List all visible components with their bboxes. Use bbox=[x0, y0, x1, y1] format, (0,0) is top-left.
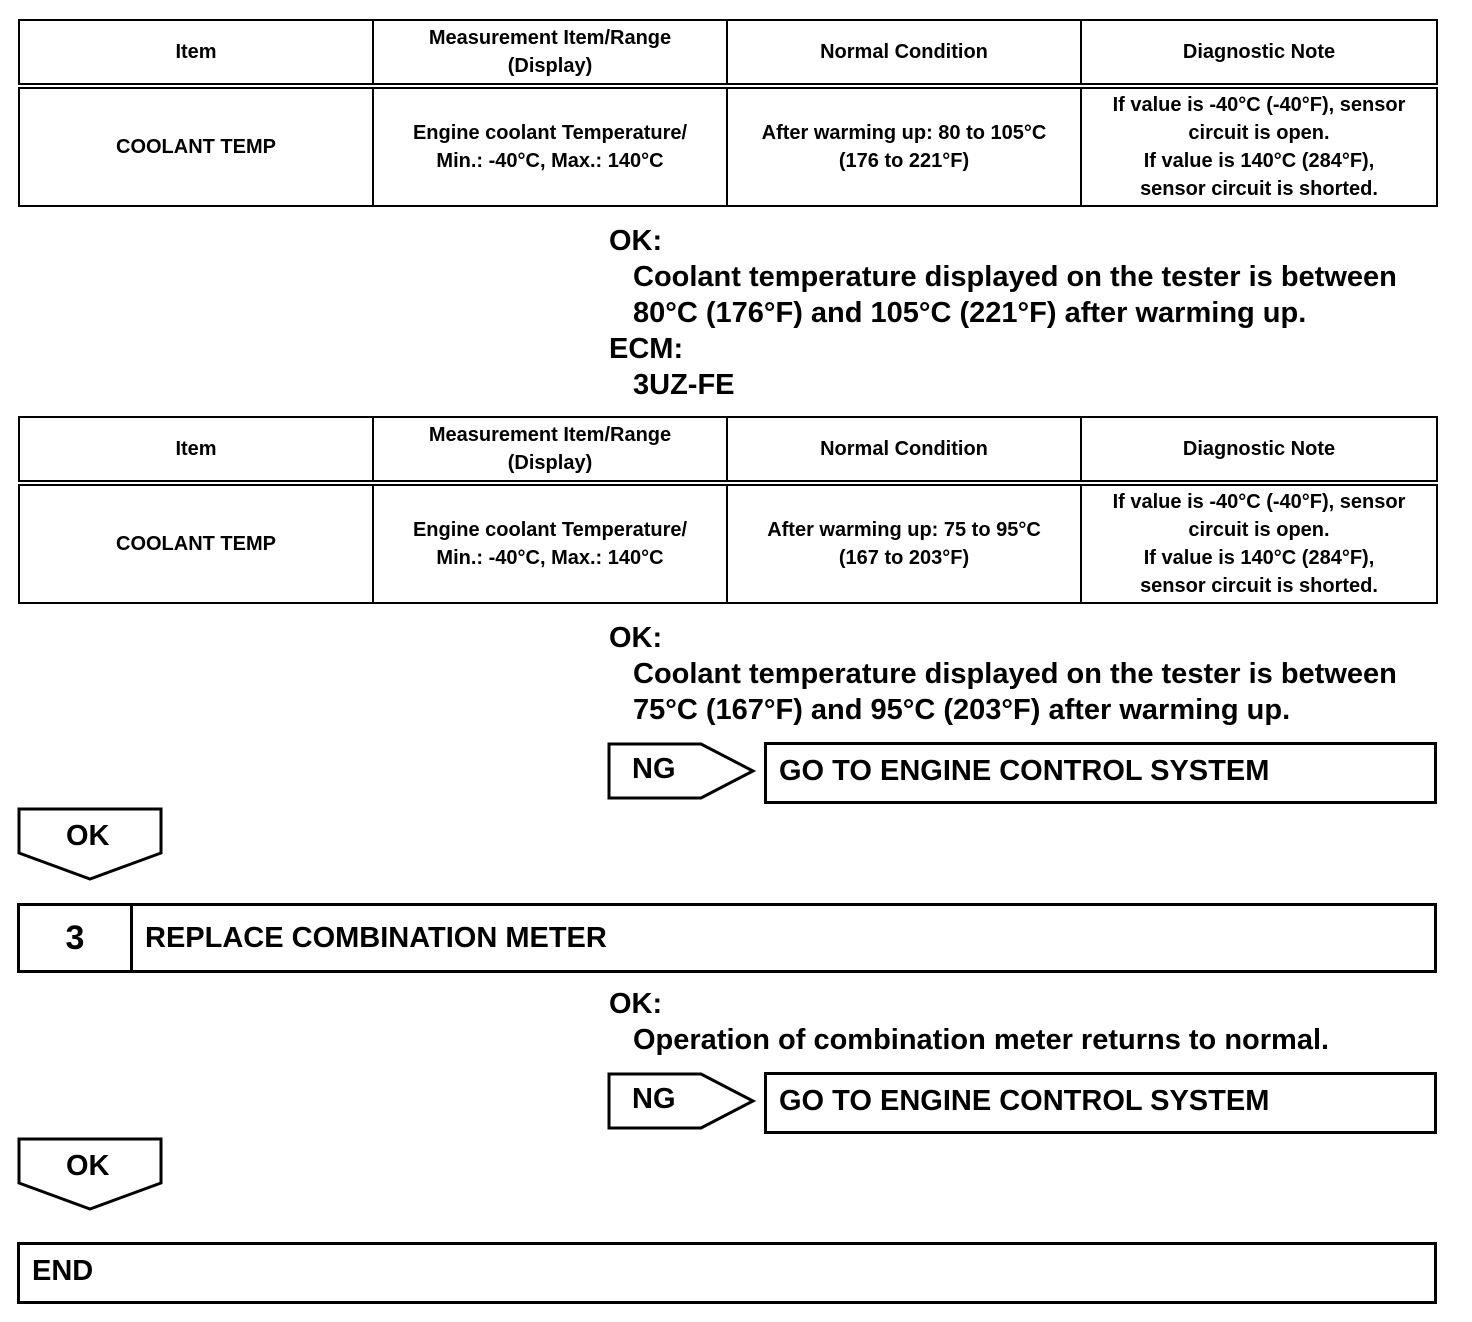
header-cell bbox=[1081, 20, 1437, 86]
ng-target-label-1: GO TO ENGINE CONTROL SYSTEM bbox=[779, 755, 1270, 787]
table-row bbox=[19, 483, 1437, 603]
cell-line: Min.: -40°C, Max.: 140°C bbox=[436, 547, 664, 569]
header-cell bbox=[373, 20, 727, 86]
spec-table-2 bbox=[18, 416, 1438, 604]
ng-label-1: NG bbox=[632, 753, 676, 785]
step-title: REPLACE COMBINATION METER bbox=[145, 921, 607, 954]
table-cell bbox=[19, 86, 373, 206]
end-label: END bbox=[32, 1255, 94, 1287]
ok-label-2: OK bbox=[66, 1150, 110, 1182]
table-cell bbox=[1081, 483, 1437, 603]
cell-line: If value is 140°C (284°F), bbox=[1143, 150, 1375, 172]
cell-line: circuit is open. bbox=[1188, 519, 1330, 541]
table-cell bbox=[373, 483, 727, 603]
table-cell bbox=[373, 86, 727, 206]
step-number: 3 bbox=[20, 906, 133, 970]
header-cell bbox=[1081, 417, 1437, 483]
cell-line: Diagnostic Note bbox=[1182, 41, 1336, 63]
spec1-ecm-value: 3UZ-FE bbox=[633, 369, 735, 401]
end-box bbox=[17, 1242, 1437, 1304]
ng-target-box-2[interactable] bbox=[764, 1072, 1437, 1134]
cell-line: After warming up: 75 to 95°C bbox=[767, 519, 1041, 541]
spec1-ok-line2: 80°C (176°F) and 105°C (221°F) after warming up. bbox=[633, 297, 1307, 329]
cell-line: If value is -40°C (-40°F), sensor bbox=[1112, 94, 1406, 116]
table-row bbox=[19, 86, 1437, 206]
spec1-ecm-label: ECM: bbox=[609, 333, 684, 365]
table-header-row bbox=[19, 417, 1437, 483]
cell-line: Engine coolant Temperature/ bbox=[412, 519, 688, 541]
header-cell bbox=[727, 20, 1081, 86]
spec3-ok-line1: Operation of combination meter returns to normal. bbox=[633, 1024, 1330, 1056]
header-cell bbox=[19, 417, 373, 483]
cell-line: Item bbox=[175, 438, 217, 460]
cell-line: Item bbox=[175, 41, 217, 63]
cell-line: If value is -40°C (-40°F), sensor bbox=[1112, 491, 1406, 513]
cell-line: Engine coolant Temperature/ bbox=[412, 122, 688, 144]
step-3-box bbox=[17, 903, 1437, 973]
cell-line: COOLANT TEMP bbox=[116, 136, 276, 158]
spec2-ok-line2: 75°C (167°F) and 95°C (203°F) after warming up. bbox=[633, 694, 1291, 726]
ng-label-2: NG bbox=[632, 1083, 676, 1115]
cell-line: sensor circuit is shorted. bbox=[1140, 575, 1378, 597]
header-cell bbox=[373, 417, 727, 483]
ng-target-label-2: GO TO ENGINE CONTROL SYSTEM bbox=[779, 1085, 1270, 1117]
cell-line: circuit is open. bbox=[1188, 122, 1330, 144]
spec1-ok-line1: Coolant temperature displayed on the tester is between bbox=[633, 261, 1397, 293]
spec3-ok-label: OK: bbox=[609, 988, 663, 1020]
header-cell bbox=[727, 417, 1081, 483]
spec2-ok-line1: Coolant temperature displayed on the tester is between bbox=[633, 658, 1397, 690]
cell-line: Diagnostic Note bbox=[1182, 438, 1336, 460]
cell-line: Measurement Item/Range bbox=[428, 424, 672, 446]
table-cell bbox=[1081, 86, 1437, 206]
ng-arrow-icon bbox=[607, 742, 757, 800]
cell-line: (167 to 203°F) bbox=[838, 547, 970, 569]
cell-line: sensor circuit is shorted. bbox=[1140, 178, 1378, 200]
cell-line: (176 to 221°F) bbox=[838, 150, 970, 172]
cell-line: Measurement Item/Range bbox=[428, 27, 672, 49]
cell-line: Normal Condition bbox=[820, 438, 988, 460]
cell-line: COOLANT TEMP bbox=[116, 533, 276, 555]
ng-target-box-1[interactable] bbox=[764, 742, 1437, 804]
table-cell bbox=[19, 483, 373, 603]
cell-line: (Display) bbox=[507, 452, 593, 474]
cell-line: Normal Condition bbox=[820, 41, 988, 63]
header-cell bbox=[19, 20, 373, 86]
spec2-ok-label: OK: bbox=[609, 622, 663, 654]
table-cell bbox=[727, 483, 1081, 603]
table-cell bbox=[727, 86, 1081, 206]
ng-arrow-icon bbox=[607, 1072, 757, 1130]
cell-line: Min.: -40°C, Max.: 140°C bbox=[436, 150, 664, 172]
spec-table-1 bbox=[18, 19, 1438, 207]
cell-line: (Display) bbox=[507, 55, 593, 77]
ok-label-1: OK bbox=[66, 820, 110, 852]
cell-line: If value is 140°C (284°F), bbox=[1143, 547, 1375, 569]
spec1-ok-label: OK: bbox=[609, 225, 663, 257]
table-header-row bbox=[19, 20, 1437, 86]
cell-line: After warming up: 80 to 105°C bbox=[761, 122, 1047, 144]
